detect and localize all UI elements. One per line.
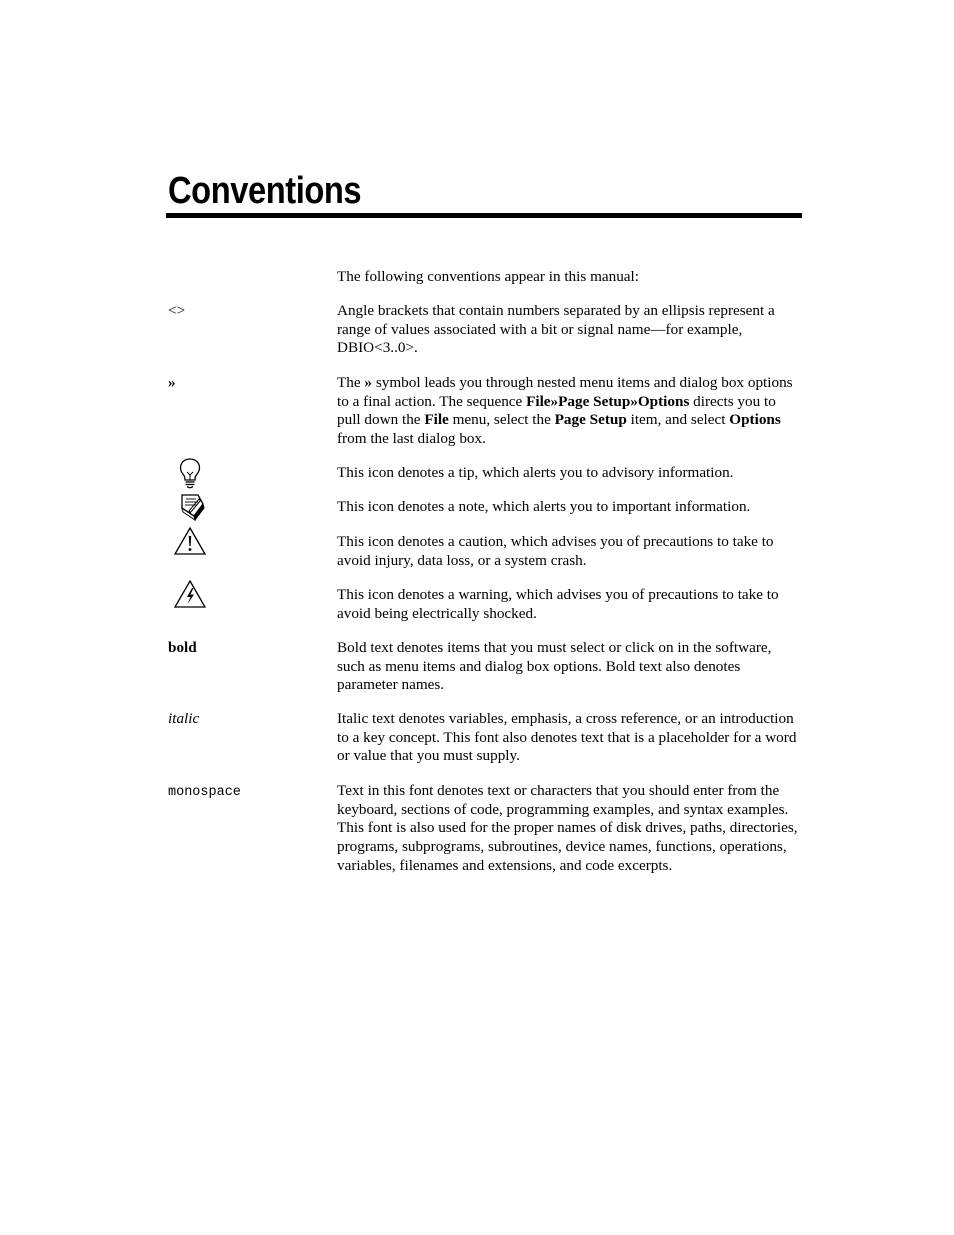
- desc-bold: Options: [729, 411, 781, 429]
- description-menu-symbol: [337, 374, 802, 449]
- description-tip: This icon denotes a tip, which alerts you to advisory information.: [337, 464, 734, 481]
- term-italic: italic: [168, 710, 200, 727]
- description-italic: Italic text denotes variables, emphasis, a cross reference, or an introduction to a key concept. This font also denotes text that is a placeholder for a word or value that you must supply.: [337, 710, 797, 765]
- desc-text: from the last dialog box.: [337, 430, 486, 448]
- term-bold: bold: [168, 639, 197, 656]
- term-menu-symbol: »: [168, 374, 176, 391]
- desc-text: menu, select the: [448, 411, 555, 429]
- desc-bold: »: [364, 374, 373, 391]
- desc-text: symbol leads you through nested menu items and dialog box options to a final action. The sequence: [337, 374, 793, 410]
- lightbulb-tip-icon: [172, 456, 208, 490]
- description-caution: This icon denotes a caution, which advises you of precautions to take to avoid injury, data loss, or a system crash.: [337, 533, 774, 569]
- description-bold: Bold text denotes items that you must select or click on in the software, such as menu items and dialog box options. Bold text also denotes parameter names.: [337, 639, 772, 694]
- title-rule: [166, 213, 802, 218]
- page-title: Conventions: [168, 170, 362, 212]
- term-monospace: monospace: [168, 785, 241, 800]
- description-note: This icon denotes a note, which alerts you to important information.: [337, 498, 751, 515]
- desc-bold: Page Setup: [554, 411, 627, 429]
- caution-triangle-icon: [172, 525, 208, 559]
- description-monospace: Text in this font denotes text or characters that you should enter from the keyboard, sections of code, programming examples, and syntax examples. This font is also used for the proper names of disk drives, paths, directories, programs, subprograms, subroutines, device names, functions, operations, variables, filenames and extensions, and code excerpts.: [337, 782, 798, 874]
- term-angle-brackets: <>: [168, 302, 186, 319]
- desc-text: item, and select: [626, 411, 730, 429]
- warning-lightning-icon: [172, 578, 208, 612]
- intro-text: The following conventions appear in this manual:: [337, 268, 639, 285]
- desc-text: The: [337, 374, 365, 391]
- note-pad-icon: [172, 490, 208, 524]
- desc-text: directs you to pull down the: [337, 392, 776, 429]
- description-warning: This icon denotes a warning, which advises you of precautions to take to avoid being electrically shocked.: [337, 586, 779, 622]
- desc-bold: File: [424, 411, 449, 429]
- desc-bold: File»Page Setup»Options: [526, 392, 690, 410]
- description-angle-brackets: Angle brackets that contain numbers separated by an ellipsis represent a range of values associated with a bit or signal name—for example, DBIO<3..0>.: [337, 302, 775, 357]
